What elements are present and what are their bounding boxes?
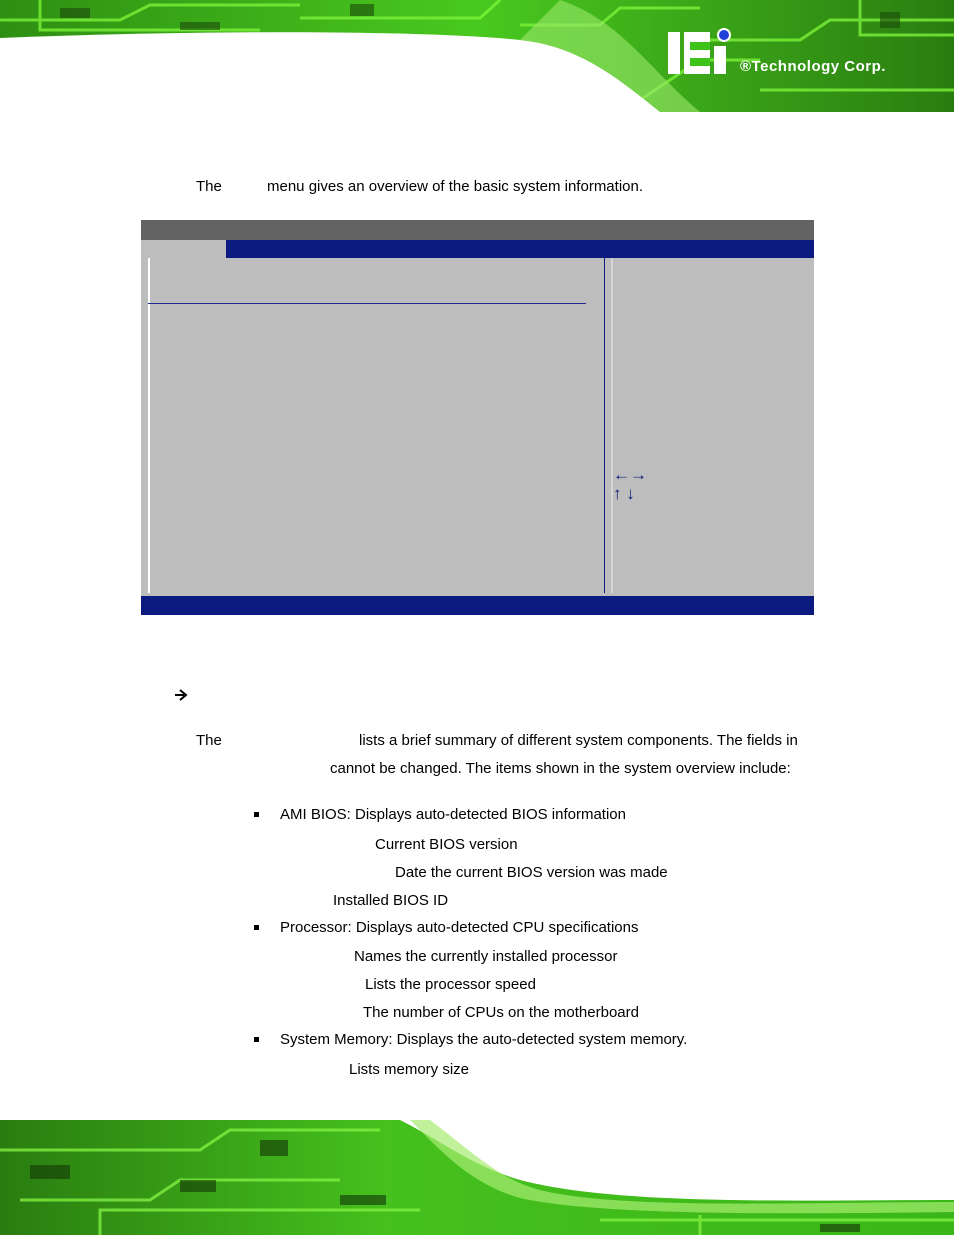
company-logo-text: ®Technology Corp. [740, 58, 886, 75]
intro-text: menu gives an overview of the basic system information. [267, 178, 644, 195]
list-item-ami-bios: AMI BIOS: Displays auto-detected BIOS information [280, 806, 626, 823]
list-item-processor: Processor: Displays auto-detected CPU specifications [280, 919, 639, 936]
bios-help-panel-border [611, 258, 613, 593]
bios-left-border [148, 258, 150, 593]
list-subitem: Current BIOS version [375, 836, 518, 853]
header-banner [0, 0, 954, 112]
bios-title-bar [141, 220, 814, 240]
circuit-board-footer-graphic [0, 1120, 954, 1235]
list-subitem: Date the current BIOS version was made [395, 864, 668, 881]
intro-prefix: The [196, 178, 222, 195]
right-arrow-icon [174, 688, 188, 702]
left-right-arrow-icon: ←→ [613, 465, 647, 484]
bios-panel-divider [604, 258, 605, 593]
list-subitem: Installed BIOS ID [333, 892, 449, 909]
list-subitem: The number of CPUs on the motherboard [363, 1004, 639, 1021]
circuit-board-header-graphic [0, 0, 954, 112]
bullet-square [254, 925, 259, 930]
bios-main-menu-screenshot [141, 220, 814, 615]
list-item-system-memory: System Memory: Displays the auto-detected system memory. [280, 1031, 688, 1048]
bios-tab-bar [141, 240, 814, 258]
bios-tab-main-selected [141, 240, 226, 258]
footer-banner [0, 1120, 954, 1235]
section-arrow-icon [174, 688, 188, 707]
overview-line-1: lists a brief summary of different system components. The fields in [359, 732, 798, 749]
bullet-square [254, 812, 259, 817]
list-subitem: Lists the processor speed [365, 976, 536, 993]
list-subitem: Lists memory size [349, 1061, 470, 1078]
overview-prefix: The [196, 732, 222, 749]
bios-bottom-bar [141, 596, 814, 615]
overview-line-2: cannot be changed. The items shown in the system overview include: [330, 760, 791, 777]
list-subitem: Names the currently installed processor [354, 948, 618, 965]
up-down-arrow-icon: ↑ ↓ [613, 484, 635, 503]
bios-separator-line [148, 303, 586, 304]
bullet-square [254, 1037, 259, 1042]
